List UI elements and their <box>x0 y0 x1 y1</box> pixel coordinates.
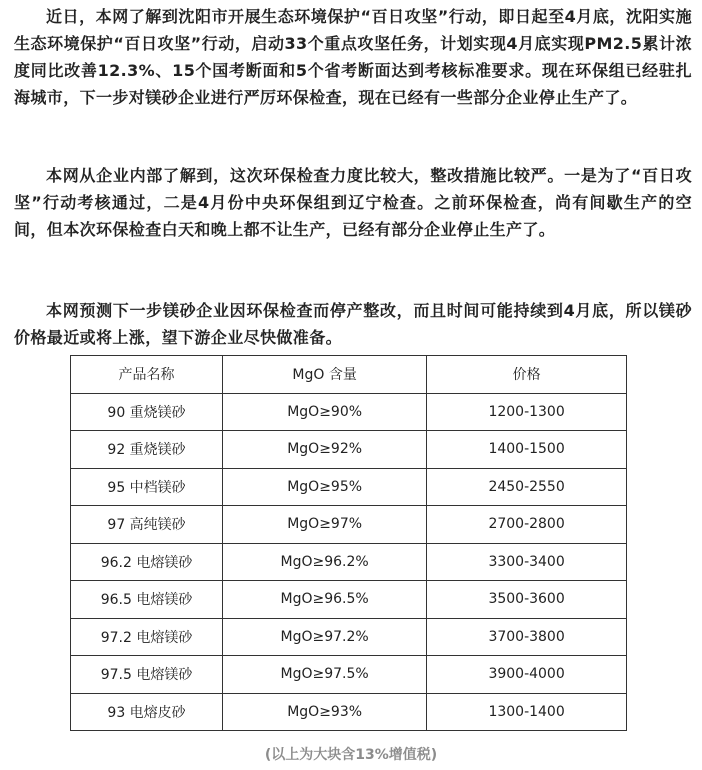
table-row <box>71 431 627 469</box>
cell-price: 2700-2800 <box>427 506 627 544</box>
cell-mgo-content: MgO≥97.2% <box>223 618 427 656</box>
cell-product-name: 93 电熔皮砂 <box>71 693 223 731</box>
cell-product-name: 96.5 电熔镁砂 <box>71 581 223 619</box>
cell-product-name: 90 重烧镁砂 <box>71 393 223 431</box>
table-row <box>71 543 627 581</box>
table-row <box>71 693 627 731</box>
cell-mgo-content: MgO≥97.5% <box>223 656 427 694</box>
table-header-row <box>71 356 627 394</box>
table-row <box>71 393 627 431</box>
paragraph-2: 本网从企业内部了解到，这次环保检查力度比较大，整改措施比较严。一是为了“百日攻坚”行动考核通过，二是4月份中央环保组到辽宁检查。之前环保检查，尚有间歇生产的空间，但本次环保检查白天和晚上都不让生产，已经有部分企业停止生产了。 <box>14 166 692 239</box>
cell-mgo-content: MgO≥96.5% <box>223 581 427 619</box>
table-row <box>71 581 627 619</box>
tax-footnote: (以上为大块含13%增值税) <box>264 747 438 763</box>
table-row <box>71 506 627 544</box>
cell-product-name: 96.2 电熔镁砂 <box>71 543 223 581</box>
cell-price: 2450-2550 <box>427 468 627 506</box>
paragraph-3: 本网预测下一步镁砂企业因环保检查而停产整改，而且时间可能持续到4月底，所以镁砂价格最近或将上涨，望下游企业尽快做准备。 <box>14 301 692 347</box>
cell-mgo-content: MgO≥97% <box>223 506 427 544</box>
cell-product-name: 97 高纯镁砂 <box>71 506 223 544</box>
header-product-name: 产品名称 <box>71 356 223 394</box>
cell-mgo-content: MgO≥96.2% <box>223 543 427 581</box>
cell-mgo-content: MgO≥93% <box>223 693 427 731</box>
cell-product-name: 92 重烧镁砂 <box>71 431 223 469</box>
cell-price: 1300-1400 <box>427 693 627 731</box>
cell-price: 3700-3800 <box>427 618 627 656</box>
table-row <box>71 468 627 506</box>
cell-price: 3500-3600 <box>427 581 627 619</box>
cell-product-name: 97.2 电熔镁砂 <box>71 618 223 656</box>
cell-mgo-content: MgO≥90% <box>223 393 427 431</box>
table-row <box>71 656 627 694</box>
header-price: 价格 <box>427 356 627 394</box>
table-row <box>71 618 627 656</box>
cell-price: 3900-4000 <box>427 656 627 694</box>
paragraph-1: 近日，本网了解到沈阳市开展生态环境保护“百日攻坚”行动，即日起至4月底，沈阳实施生态环境保护“百日攻坚”行动，启动33个重点攻坚任务，计划实现4月底实现PM2.5累计浓度同比改善12.3%、15个国考断面和5个省考断面达到考核标准要求。现在环保组已经驻扎海城市，下一步对镁砂企业进行严厉环保检查，现在已经有一些部分企业停止生产了。 <box>14 7 692 107</box>
cell-price: 1400-1500 <box>427 431 627 469</box>
price-table <box>70 355 627 731</box>
cell-price: 3300-3400 <box>427 543 627 581</box>
cell-mgo-content: MgO≥95% <box>223 468 427 506</box>
cell-mgo-content: MgO≥92% <box>223 431 427 469</box>
header-mgo-content: MgO 含量 <box>223 356 427 394</box>
cell-product-name: 95 中档镁砂 <box>71 468 223 506</box>
cell-product-name: 97.5 电熔镁砂 <box>71 656 223 694</box>
cell-price: 1200-1300 <box>427 393 627 431</box>
